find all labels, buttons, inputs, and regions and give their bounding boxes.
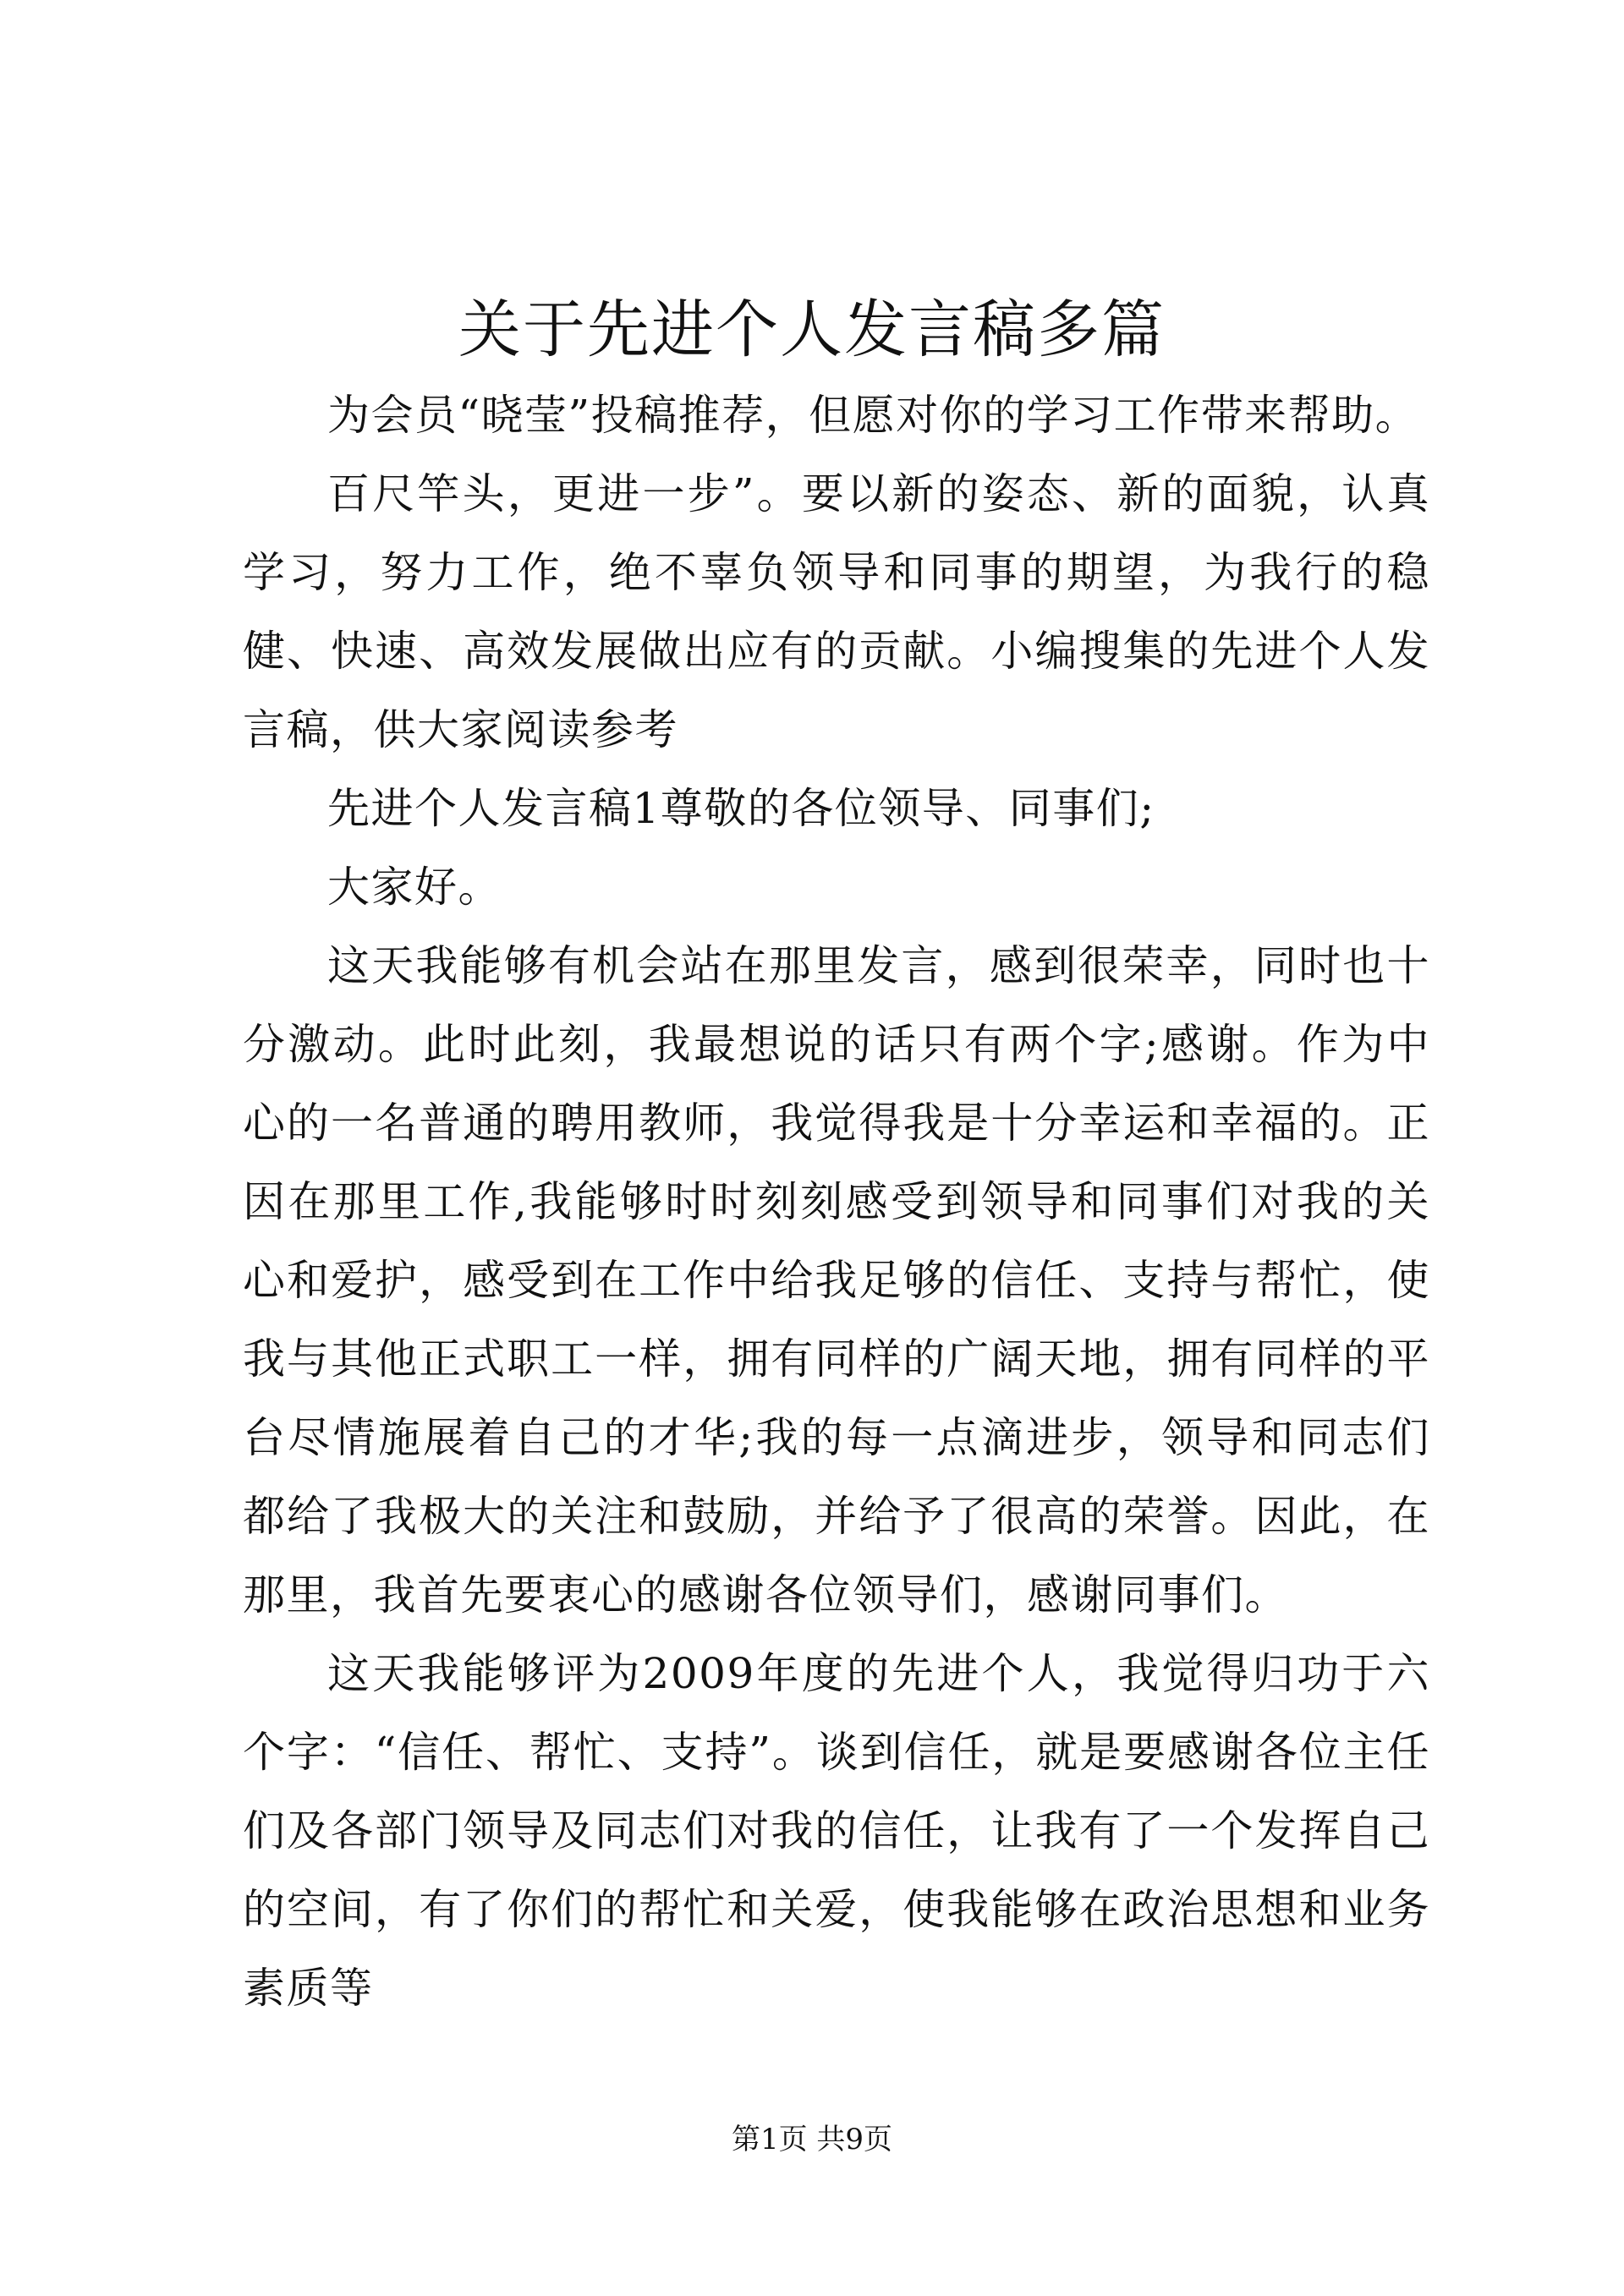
paragraph-gratitude: 这天我能够有机会站在那里发言，感到很荣幸，同时也十分激动。此时此刻，我最想说的话只有两个字;感谢。作为中心的一名普通的聘用教师，我觉得我是十分幸运和幸福的。正因在那里工作,我能够时时刻刻感受到领导和同事们对我的关心和爱护，感受到在工作中给我足够的信任、支持与帮忙，使我与其他正式职工一样，拥有同样的广阔天地，拥有同样的平台尽情施展着自己的才华;我的每一点滴进步，领导和同志们都给了我极大的关注和鼓励，并给予了很高的荣誉。因此，在那里，我首先要衷心的感谢各位领导们，感谢同事们。 bbox=[243, 941, 1430, 1619]
paragraph-salutation: 先进个人发言稿1尊敬的各位领导、同事们; bbox=[327, 784, 1155, 833]
paragraph-intro: 为会员“晓莹”投稿推荐，但愿对你的学习工作带来帮助。 bbox=[327, 391, 1419, 440]
paragraph-greeting: 大家好。 bbox=[327, 863, 502, 912]
paragraph-award: 这天我能够评为2009年度的先进个人，我觉得归功于六个字：“信任、帮忙、支持”。谈到信任，就是要感谢各位主任们及各部门领导及同志们对我的信任，让我有了一个发挥自己的空间，有了你们的帮忙和关爱，使我能够在政治思想和业务素质等 bbox=[243, 1649, 1430, 2013]
page-number-footer: 第1页 共9页 bbox=[731, 2123, 893, 2156]
document-title: 关于先进个人发言稿多篇 bbox=[458, 293, 1166, 366]
paragraph-preface: 百尺竿头，更进一步”。要以新的姿态、新的面貌，认真学习，努力工作，绝不辜负领导和同事的期望，为我行的稳健、快速、高效发展做出应有的贡献。小编搜集的先进个人发言稿，供大家阅读参考 bbox=[243, 469, 1430, 754]
document-body bbox=[243, 376, 1430, 2028]
